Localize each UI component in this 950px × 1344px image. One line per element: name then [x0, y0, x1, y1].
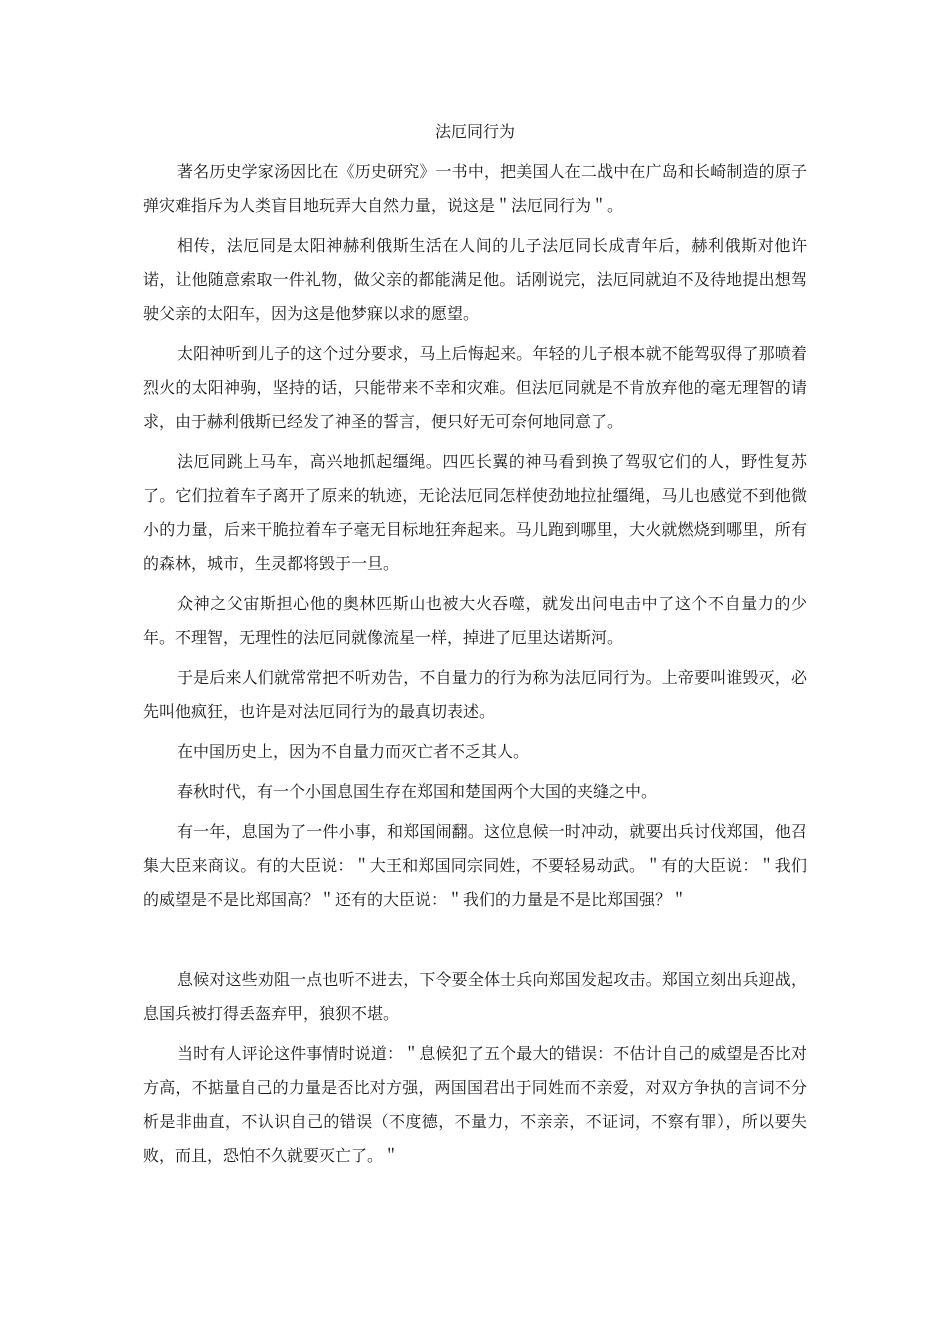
- document-body: [143, 115, 807, 1179]
- blank-line-gap: [143, 923, 807, 963]
- paragraph: 著名历史学家汤因比在《历史研究》一书中，把美国人在二战中在广岛和长崎制造的原子弹灾难指斥为人类盲目地玩弄大自然力量，说这是＂法厄同行为＂。: [143, 162, 807, 215]
- paragraph: 在中国历史上，因为不自量力而灭亡者不乏其人。: [177, 742, 530, 761]
- paragraph: 于是后来人们就常常把不听劝告，不自量力的行为称为法厄同行为。上帝要叫谁毁灭，必先叫他疯狂，也许是对法厄同行为的最真切表述。: [143, 668, 807, 721]
- paragraph: 众神之父宙斯担心他的奥林匹斯山也被大火吞噬，就发出问电击中了这个不自量力的少年。不理智，无理性的法厄同就像流星一样，掉进了厄里达诺斯河。: [143, 594, 807, 647]
- paragraph: 春秋时代，有一个小国息国生存在郑国和楚国两个大国的夹缝之中。: [177, 782, 658, 801]
- document-title: 法厄同行为: [434, 122, 515, 141]
- paragraph: 相传，法厄同是太阳神赫利俄斯生活在人间的儿子法厄同长成青年后，赫利俄斯对他许诺，让他随意索取一件礼物，做父亲的都能满足他。话刚说完，法厄同就迫不及待地提出想驾驶父亲的太阳车，因为这是他梦寐以求的愿望。: [143, 236, 807, 323]
- paragraph: 法厄同跳上马车，高兴地抓起缰绳。四匹长翼的神马看到换了驾驭它们的人，野性复苏了。它们拉着车子离开了原来的轨迹，无论法厄同怎样使劲地拉扯缰绳，马儿也感觉不到他微小的力量，后来干脆拉着车子毫无目标地狂奔起来。马儿跑到哪里，大火就燃烧到哪里，所有的森林，城市，生灵都将毁于一旦。: [143, 452, 807, 573]
- paragraph: 息候对这些劝阻一点也听不进去，下令要全体士兵向郑国发起攻击。郑国立刻出兵迎战，息国兵被打得丢盔弃甲，狼狈不堪。: [143, 970, 807, 1023]
- paragraph: 有一年，息国为了一件小事，和郑国闹翻。这位息候一时冲动，就要出兵讨伐郑国，他召集大臣来商议。有的大臣说：＂大王和郑国同宗同姓，不要轻易动武。＂有的大臣说：＂我们的威望是不是比郑国高？＂还有的大臣说：＂我们的力量是不是比郑国强？＂: [143, 822, 807, 909]
- paragraph: 太阳神听到儿子的这个过分要求，马上后悔起来。年轻的儿子根本就不能驾驭得了那喷着烈火的太阳神驹，坚持的话，只能带来不幸和灾难。但法厄同就是不肯放弃他的毫无理智的请求，由于赫利俄斯已经发了神圣的誓言，便只好无可奈何地同意了。: [143, 344, 807, 431]
- paragraph: 当时有人评论这件事情时说道：＂息候犯了五个最大的错误：不估计自己的威望是否比对方高，不掂量自己的力量是否比对方强，两国国君出于同姓而不亲爱，对双方争执的言词不分析是非曲直，不认识自己的错误（不度德，不量力，不亲亲，不证词，不察有罪），所以要失败，而且，恐怕不久就要灭亡了。＂: [143, 1044, 807, 1165]
